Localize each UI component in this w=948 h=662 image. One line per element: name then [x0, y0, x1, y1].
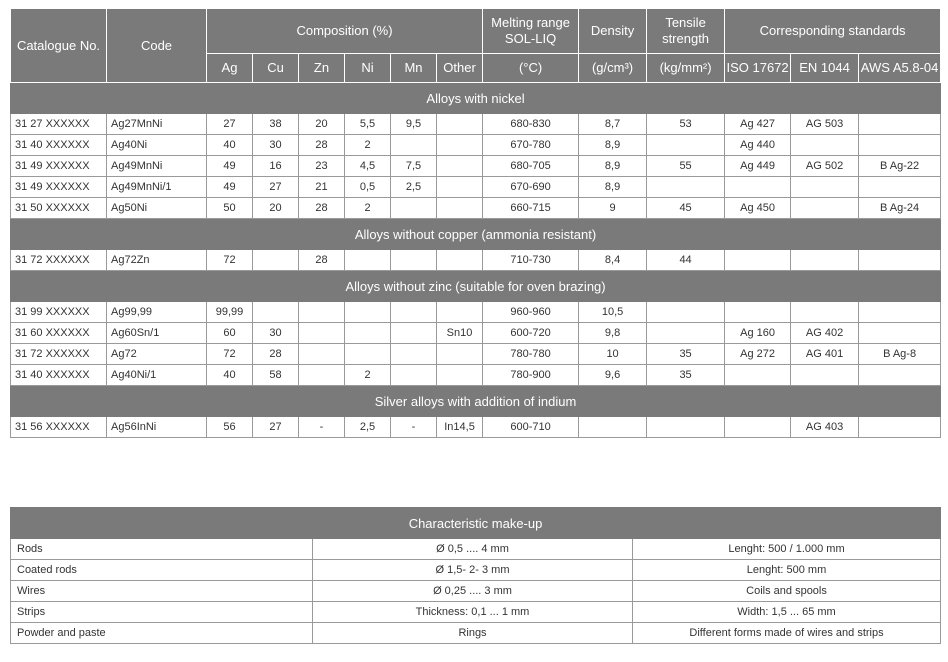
table-cell — [253, 302, 299, 323]
table-cell: 27 — [253, 177, 299, 198]
table-cell: 10,5 — [579, 302, 647, 323]
table-cell: 50 — [207, 198, 253, 219]
table-cell: 8,9 — [579, 156, 647, 177]
table-cell: Ag60Sn/1 — [107, 323, 207, 344]
header-standards: Corresponding standards — [725, 9, 941, 54]
table-row — [11, 323, 941, 344]
table-cell: 8,9 — [579, 135, 647, 156]
table-cell: 40 — [207, 135, 253, 156]
section-header-row — [11, 271, 941, 302]
table-cell — [725, 365, 791, 386]
table-cell — [725, 417, 791, 438]
table-cell — [299, 365, 345, 386]
table-cell: 780-900 — [483, 365, 579, 386]
table-cell: 660-715 — [483, 198, 579, 219]
table-cell: Ag99,99 — [107, 302, 207, 323]
table-cell — [391, 135, 437, 156]
table-cell — [647, 135, 725, 156]
header-tensile-strength: Tensile strength — [647, 9, 725, 54]
table-cell: 27 — [253, 417, 299, 438]
table-cell — [437, 198, 483, 219]
table-cell: 44 — [647, 250, 725, 271]
table-cell: 5,5 — [345, 114, 391, 135]
table-cell: 10 — [579, 344, 647, 365]
table-cell — [299, 344, 345, 365]
table-cell — [859, 302, 941, 323]
table-row — [11, 365, 941, 386]
table-row — [11, 250, 941, 271]
makeup-cell: Ø 0,25 .... 3 mm — [313, 581, 633, 602]
table-cell: 31 56 XXXXXX — [11, 417, 107, 438]
table-row — [11, 135, 941, 156]
table-cell: 2 — [345, 365, 391, 386]
table-cell — [345, 302, 391, 323]
table-cell: 670-690 — [483, 177, 579, 198]
header-ag: Ag — [207, 54, 253, 83]
table-cell: 31 72 XXXXXX — [11, 250, 107, 271]
makeup-cell: Lenght: 500 mm — [633, 560, 941, 581]
header-density: Density — [579, 9, 647, 54]
table-cell — [859, 114, 941, 135]
makeup-title: Characteristic make-up — [11, 508, 941, 539]
table-cell — [437, 135, 483, 156]
alloy-table-body — [11, 83, 941, 438]
table-cell: 31 60 XXXXXX — [11, 323, 107, 344]
table-cell: 8,4 — [579, 250, 647, 271]
table-cell: B Ag-22 — [859, 156, 941, 177]
table-cell: 600-720 — [483, 323, 579, 344]
section-title: Alloys without zinc (suitable for oven brazing) — [11, 271, 941, 302]
table-cell: 45 — [647, 198, 725, 219]
alloy-table — [10, 8, 941, 438]
section-header-row — [11, 83, 941, 114]
table-row — [11, 417, 941, 438]
table-cell: 8,9 — [579, 177, 647, 198]
section-title: Alloys without copper (ammonia resistant) — [11, 219, 941, 250]
header-melting-range: Melting range SOL-LIQ — [483, 9, 579, 54]
table-cell: 30 — [253, 323, 299, 344]
table-cell — [437, 177, 483, 198]
table-cell: Ag 427 — [725, 114, 791, 135]
table-cell — [859, 417, 941, 438]
table-cell: 21 — [299, 177, 345, 198]
table-cell: B Ag-24 — [859, 198, 941, 219]
table-cell — [437, 114, 483, 135]
table-cell: 28 — [253, 344, 299, 365]
table-cell — [299, 323, 345, 344]
table-cell: 710-730 — [483, 250, 579, 271]
table-cell — [791, 250, 859, 271]
header-melting-unit: (°C) — [483, 54, 579, 83]
header-other: Other — [437, 54, 483, 83]
table-cell: 31 27 XXXXXX — [11, 114, 107, 135]
table-cell — [345, 323, 391, 344]
table-cell — [859, 177, 941, 198]
table-cell: - — [391, 417, 437, 438]
header-iso: ISO 17672 — [725, 54, 791, 83]
table-cell: Ag 440 — [725, 135, 791, 156]
header-cu: Cu — [253, 54, 299, 83]
table-cell: 20 — [299, 114, 345, 135]
table-cell: 2,5 — [391, 177, 437, 198]
table-cell: 7,5 — [391, 156, 437, 177]
header-code: Code — [107, 9, 207, 83]
table-cell: Ag 449 — [725, 156, 791, 177]
header-catalogue: Catalogue No. — [11, 9, 107, 83]
table-cell: 2 — [345, 135, 391, 156]
table-cell: 8,7 — [579, 114, 647, 135]
table-cell: 31 49 XXXXXX — [11, 177, 107, 198]
table-cell — [725, 302, 791, 323]
table-cell: 2,5 — [345, 417, 391, 438]
table-cell — [859, 250, 941, 271]
table-cell — [791, 135, 859, 156]
table-cell: 9,5 — [391, 114, 437, 135]
makeup-row — [11, 602, 941, 623]
table-cell: In14,5 — [437, 417, 483, 438]
table-row — [11, 198, 941, 219]
table-row — [11, 156, 941, 177]
header-composition: Composition (%) — [207, 9, 483, 54]
table-cell — [859, 135, 941, 156]
table-cell: 28 — [299, 135, 345, 156]
table-cell — [391, 198, 437, 219]
makeup-row — [11, 581, 941, 602]
table-row — [11, 114, 941, 135]
table-cell — [725, 177, 791, 198]
table-cell: AG 503 — [791, 114, 859, 135]
table-cell: 31 72 XXXXXX — [11, 344, 107, 365]
table-cell — [391, 365, 437, 386]
table-cell: 72 — [207, 344, 253, 365]
table-cell — [391, 250, 437, 271]
table-cell: Ag 450 — [725, 198, 791, 219]
table-cell — [791, 365, 859, 386]
makeup-cell: Ø 0,5 .... 4 mm — [313, 539, 633, 560]
table-cell — [437, 250, 483, 271]
table-cell: Ag49MnNi/1 — [107, 177, 207, 198]
table-cell: 56 — [207, 417, 253, 438]
table-cell: AG 502 — [791, 156, 859, 177]
makeup-table-body — [11, 539, 941, 644]
table-cell: 600-710 — [483, 417, 579, 438]
table-cell: 30 — [253, 135, 299, 156]
table-cell: Ag 160 — [725, 323, 791, 344]
table-cell: 53 — [647, 114, 725, 135]
table-cell: 49 — [207, 177, 253, 198]
header-ni: Ni — [345, 54, 391, 83]
table-row — [11, 302, 941, 323]
table-cell: Sn10 — [437, 323, 483, 344]
table-cell: - — [299, 417, 345, 438]
table-row — [11, 344, 941, 365]
table-cell — [345, 250, 391, 271]
table-cell — [791, 198, 859, 219]
table-cell: 31 49 XXXXXX — [11, 156, 107, 177]
table-cell: Ag40Ni — [107, 135, 207, 156]
makeup-cell: Strips — [11, 602, 313, 623]
table-cell: 960-960 — [483, 302, 579, 323]
table-cell: 9 — [579, 198, 647, 219]
table-cell: 31 40 XXXXXX — [11, 135, 107, 156]
table-cell — [437, 365, 483, 386]
table-cell — [859, 365, 941, 386]
table-cell: 670-780 — [483, 135, 579, 156]
makeup-cell: Rings — [313, 623, 633, 644]
table-cell: 49 — [207, 156, 253, 177]
makeup-row — [11, 560, 941, 581]
table-cell: 9,6 — [579, 365, 647, 386]
table-cell: 27 — [207, 114, 253, 135]
table-cell: 680-830 — [483, 114, 579, 135]
table-row — [11, 177, 941, 198]
makeup-cell: Lenght: 500 / 1.000 mm — [633, 539, 941, 560]
table-cell: 40 — [207, 365, 253, 386]
table-cell: Ag56InNi — [107, 417, 207, 438]
table-cell: 780-780 — [483, 344, 579, 365]
table-cell: 28 — [299, 198, 345, 219]
table-cell — [253, 250, 299, 271]
table-cell: 31 99 XXXXXX — [11, 302, 107, 323]
table-cell: AG 403 — [791, 417, 859, 438]
table-cell — [437, 156, 483, 177]
table-cell — [437, 344, 483, 365]
makeup-cell: Coated rods — [11, 560, 313, 581]
table-cell — [859, 323, 941, 344]
table-cell: AG 401 — [791, 344, 859, 365]
makeup-cell: Rods — [11, 539, 313, 560]
table-cell — [391, 302, 437, 323]
makeup-table — [10, 507, 941, 644]
table-cell: Ag72Zn — [107, 250, 207, 271]
table-cell: 58 — [253, 365, 299, 386]
table-cell: 680-705 — [483, 156, 579, 177]
header-aws: AWS A5.8-04 — [859, 54, 941, 83]
table-cell: 9,8 — [579, 323, 647, 344]
table-cell — [791, 302, 859, 323]
table-cell — [345, 344, 391, 365]
table-cell — [437, 302, 483, 323]
makeup-cell: Width: 1,5 ... 65 mm — [633, 602, 941, 623]
makeup-cell: Thickness: 0,1 ... 1 mm — [313, 602, 633, 623]
table-cell: Ag 272 — [725, 344, 791, 365]
table-cell — [647, 302, 725, 323]
table-cell: 31 50 XXXXXX — [11, 198, 107, 219]
table-cell: 55 — [647, 156, 725, 177]
table-cell: 4,5 — [345, 156, 391, 177]
section-header-row — [11, 386, 941, 417]
header-en: EN 1044 — [791, 54, 859, 83]
table-cell — [647, 177, 725, 198]
table-cell: 35 — [647, 344, 725, 365]
table-cell: 31 40 XXXXXX — [11, 365, 107, 386]
makeup-cell: Powder and paste — [11, 623, 313, 644]
makeup-cell: Coils and spools — [633, 581, 941, 602]
header-mn: Mn — [391, 54, 437, 83]
makeup-row — [11, 539, 941, 560]
table-cell — [725, 250, 791, 271]
table-cell: B Ag-8 — [859, 344, 941, 365]
table-cell — [391, 344, 437, 365]
table-cell: 23 — [299, 156, 345, 177]
table-cell: Ag49MnNi — [107, 156, 207, 177]
table-cell — [391, 323, 437, 344]
table-cell: 38 — [253, 114, 299, 135]
table-cell: 28 — [299, 250, 345, 271]
makeup-cell: Ø 1,5- 2- 3 mm — [313, 560, 633, 581]
table-cell: AG 402 — [791, 323, 859, 344]
table-cell: Ag50Ni — [107, 198, 207, 219]
table-cell: 0,5 — [345, 177, 391, 198]
table-cell: 20 — [253, 198, 299, 219]
table-cell — [647, 417, 725, 438]
makeup-row — [11, 623, 941, 644]
table-cell: Ag72 — [107, 344, 207, 365]
table-cell: 2 — [345, 198, 391, 219]
section-header-row — [11, 219, 941, 250]
table-cell — [579, 417, 647, 438]
section-title: Silver alloys with addition of indium — [11, 386, 941, 417]
section-title: Alloys with nickel — [11, 83, 941, 114]
table-cell — [791, 177, 859, 198]
table-cell — [299, 302, 345, 323]
header-zn: Zn — [299, 54, 345, 83]
table-cell: 99,99 — [207, 302, 253, 323]
makeup-cell: Wires — [11, 581, 313, 602]
table-cell: Ag27MnNi — [107, 114, 207, 135]
header-tensile-unit: (kg/mm²) — [647, 54, 725, 83]
makeup-cell: Different forms made of wires and strips — [633, 623, 941, 644]
table-cell: 35 — [647, 365, 725, 386]
header-density-unit: (g/cm³) — [579, 54, 647, 83]
table-cell — [647, 323, 725, 344]
table-cell: 72 — [207, 250, 253, 271]
table-cell: 16 — [253, 156, 299, 177]
table-cell: 60 — [207, 323, 253, 344]
table-cell: Ag40Ni/1 — [107, 365, 207, 386]
